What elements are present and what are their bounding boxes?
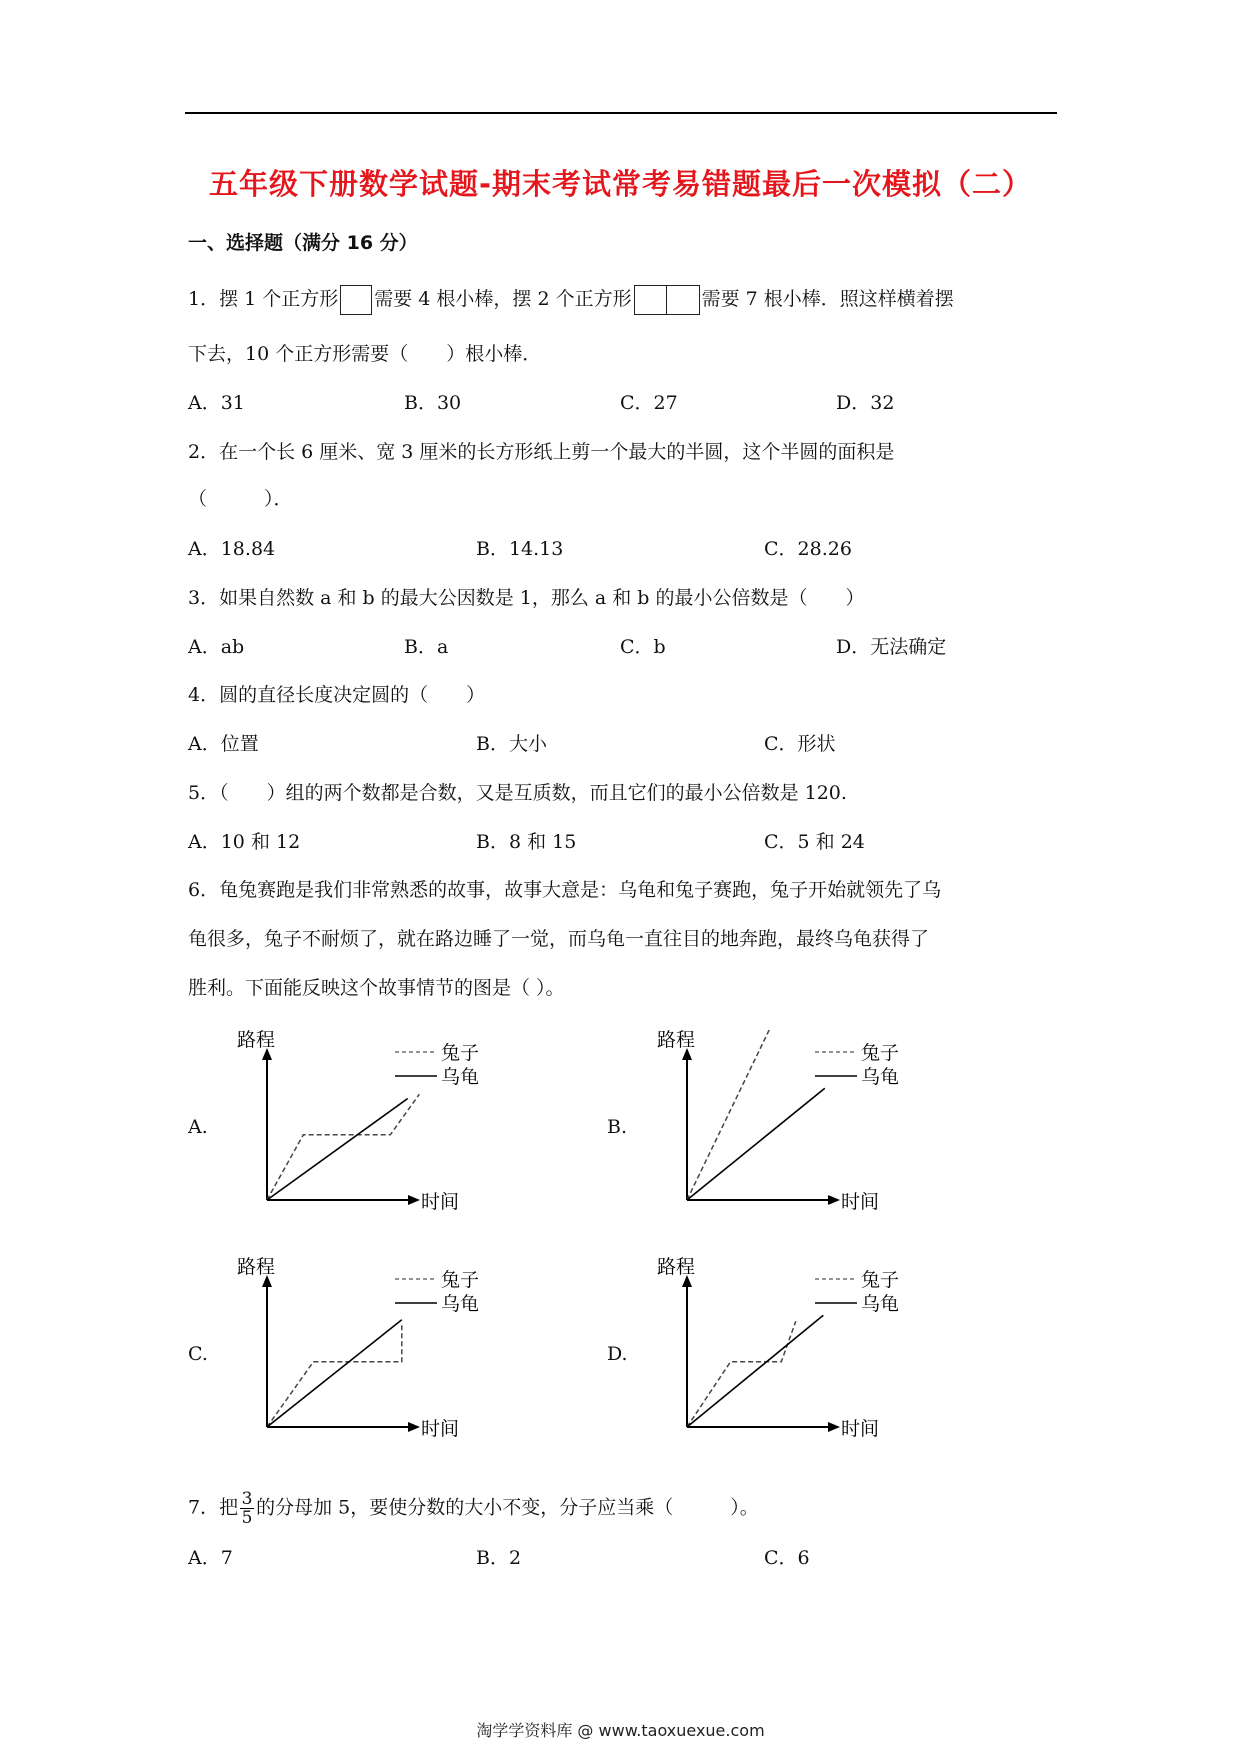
q3-option-d: D．无法确定 — [836, 636, 947, 658]
x-axis-label: 时间 — [841, 1191, 880, 1213]
y-axis-label: 路程 — [657, 1257, 696, 1278]
question-7-line-1: 7．把 $\frac{3}{5}$ 的分母加 5，要使分数的大小不变，分子应当乘（ ）。 — [188, 1489, 759, 1528]
question-6-line-2: 龟很多，兔子不耐烦了，就在路边睡了一觉，而乌龟一直往目的地奔跑，最终乌龟获得了 — [188, 928, 930, 950]
tortoise-series-line — [687, 1088, 825, 1200]
y-axis-label: 路程 — [237, 1257, 276, 1278]
q5-option-a: A．10 和 12 — [188, 831, 301, 853]
fraction-three-fifths: $\frac{3}{5}$ — [241, 1489, 253, 1528]
q3-option-b: B．a — [404, 636, 449, 658]
legend-tortoise-label: 乌龟 — [441, 1293, 480, 1315]
x-axis-arrow — [828, 1422, 840, 1432]
legend-rabbit-label: 兔子 — [861, 1042, 900, 1064]
section-heading: 一、选择题（满分 16 分） — [188, 232, 418, 254]
double-square-figure — [634, 285, 700, 315]
legend-tortoise-label: 乌龟 — [441, 1066, 480, 1088]
legend-tortoise-label: 乌龟 — [861, 1293, 900, 1315]
q6-option-c: C. — [188, 1343, 208, 1365]
q4-option-c: C．形状 — [764, 733, 836, 755]
q1-option-b: B．30 — [404, 392, 462, 414]
single-square-figure — [340, 285, 372, 315]
legend-rabbit-label: 兔子 — [861, 1269, 900, 1291]
y-axis-label: 路程 — [657, 1030, 696, 1051]
question-1-line-1: 1．摆 1 个正方形 需要 4 根小棒，摆 2 个正方形 需要 7 根小棒．照这样横着摆 — [188, 285, 954, 315]
q4-option-b: B．大小 — [476, 733, 547, 755]
q5-option-b: B．8 和 15 — [476, 831, 577, 853]
q7-option-b: B．2 — [476, 1547, 522, 1569]
question-5-line-1: 5．（ ）组的两个数都是合数，又是互质数，而且它们的最小公倍数是 120. — [188, 782, 847, 804]
x-axis-arrow — [828, 1195, 840, 1205]
q3-option-c: C．b — [620, 636, 666, 658]
x-axis-arrow — [408, 1422, 420, 1432]
q7-option-c: C．6 — [764, 1547, 810, 1569]
x-axis-arrow — [408, 1195, 420, 1205]
legend-rabbit-label: 兔子 — [441, 1042, 480, 1064]
legend-rabbit-label: 兔子 — [441, 1269, 480, 1291]
x-axis-label: 时间 — [421, 1418, 460, 1440]
tortoise-series-line — [687, 1315, 823, 1427]
q7-option-a: A．7 — [188, 1547, 233, 1569]
question-1-line-2: 下去，10 个正方形需要（ ）根小棒． — [188, 343, 542, 365]
header-rule — [185, 112, 1057, 114]
q2-option-b: B．14.13 — [476, 538, 564, 560]
chart-a — [225, 1030, 565, 1230]
chart-c — [225, 1257, 565, 1457]
footer-watermark: 淘学学资料库 @ www.taoxuexue.com — [476, 1721, 765, 1740]
q3-option-a: A．ab — [188, 636, 245, 658]
q4-option-a: A．位置 — [188, 733, 259, 755]
q6-option-a: A. — [188, 1116, 208, 1138]
q2-option-c: C．28.26 — [764, 538, 852, 560]
question-2-line-2: （ ）． — [188, 488, 293, 510]
q1-option-a: A．31 — [188, 392, 245, 414]
question-2-line-1: 2．在一个长 6 厘米、宽 3 厘米的长方形纸上剪一个最大的半圆，这个半圆的面积是 — [188, 441, 895, 463]
question-3-line-1: 3．如果自然数 a 和 b 的最大公因数是 1，那么 a 和 b 的最小公倍数是（ ） — [188, 587, 865, 609]
q6-option-d: D. — [607, 1343, 628, 1365]
x-axis-label: 时间 — [421, 1191, 460, 1213]
tortoise-series-line — [267, 1320, 402, 1427]
tortoise-series-line — [267, 1099, 408, 1201]
q1-option-c: C．27 — [620, 392, 678, 414]
chart-b — [645, 1030, 985, 1230]
question-6-line-1: 6．龟兔赛跑是我们非常熟悉的故事，故事大意是：乌龟和兔子赛跑，兔子开始就领先了乌 — [188, 879, 942, 901]
x-axis-label: 时间 — [841, 1418, 880, 1440]
q5-option-c: C．5 和 24 — [764, 831, 865, 853]
legend-tortoise-label: 乌龟 — [861, 1066, 900, 1088]
q1-option-d: D．32 — [836, 392, 895, 414]
question-4-line-1: 4．圆的直径长度决定圆的（ ） — [188, 684, 486, 706]
y-axis-label: 路程 — [237, 1030, 276, 1051]
q2-option-a: A．18.84 — [188, 538, 276, 560]
q6-option-b: B. — [607, 1116, 628, 1138]
question-6-line-3: 胜利。下面能反映这个故事情节的图是（ ）。 — [188, 977, 565, 999]
rabbit-series-line — [687, 1030, 771, 1200]
rabbit-series-line — [687, 1321, 796, 1427]
chart-d — [645, 1257, 985, 1457]
page-title: 五年级下册数学试题-期末考试常考易错题最后一次模拟（二） — [208, 167, 1033, 201]
